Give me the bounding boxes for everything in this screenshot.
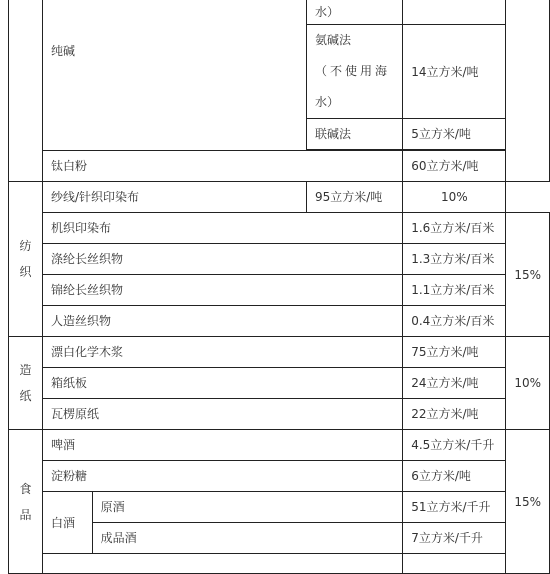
rate-cell-chemical — [506, 0, 550, 182]
product-corrugated: 瓦楞原纸 — [43, 399, 403, 430]
value-base-liquor: 51立方米/千升 — [403, 492, 506, 523]
rate-textile-first: 10% — [403, 182, 506, 213]
table-row — [9, 151, 550, 182]
product-boxboard: 箱纸板 — [43, 368, 403, 399]
table-row — [9, 461, 550, 492]
value-nylon: 1.1立方米/百米 — [403, 275, 506, 306]
value-titanium: 60立方米/吨 — [403, 151, 506, 182]
product-finished-liquor: 成品酒 — [92, 523, 403, 554]
water-quota-table — [8, 0, 550, 574]
table-row — [9, 399, 550, 430]
table-row — [9, 430, 550, 461]
product-base-liquor: 原酒 — [92, 492, 403, 523]
table-row — [9, 368, 550, 399]
rate-paper: 10% — [506, 337, 550, 430]
product-nylon: 锦纶长丝织物 — [43, 275, 403, 306]
product-liquor: 白酒 — [43, 492, 93, 554]
value-beer: 4.5立方米/千升 — [403, 430, 506, 461]
table-row — [9, 306, 550, 337]
value-cell-top — [403, 0, 506, 25]
value-boxboard: 24立方米/吨 — [403, 368, 506, 399]
method-combined: 联碱法 — [306, 119, 402, 150]
product-woven: 机织印染布 — [43, 213, 403, 244]
table-row — [9, 275, 550, 306]
cut-cell — [43, 554, 403, 574]
table-row — [9, 213, 550, 244]
cut-cell — [403, 554, 506, 574]
method-tail: 水） — [306, 0, 402, 25]
table-row — [9, 492, 550, 523]
value-woven: 1.6立方米/百米 — [403, 213, 506, 244]
table-row-cut — [9, 554, 550, 574]
product-soda: 纯碱 — [43, 0, 307, 151]
table-row — [9, 182, 550, 213]
product-rayon: 人造丝织物 — [43, 306, 403, 337]
table-row — [9, 244, 550, 275]
table-row — [9, 337, 550, 368]
rate-textile: 15% — [506, 213, 550, 337]
value-combined: 5立方米/吨 — [403, 119, 506, 150]
category-textile: 纺 织 — [9, 182, 43, 337]
table-row — [9, 0, 550, 25]
product-titanium: 钛白粉 — [43, 151, 403, 182]
value-yarn: 95立方米/吨 — [306, 182, 402, 213]
value-pulp: 75立方米/吨 — [403, 337, 506, 368]
product-polyester: 涤纶长丝织物 — [43, 244, 403, 275]
category-paper: 造 纸 — [9, 337, 43, 430]
value-rayon: 0.4立方米/百米 — [403, 306, 506, 337]
product-pulp: 漂白化学木浆 — [43, 337, 403, 368]
value-starch-sugar: 6立方米/吨 — [403, 461, 506, 492]
value-ammonia: 14立方米/吨 — [403, 25, 506, 119]
product-starch-sugar: 淀粉糖 — [43, 461, 403, 492]
method-ammonia: 氨碱法 （不使用海 水） — [306, 25, 402, 119]
value-polyester: 1.3立方米/百米 — [403, 244, 506, 275]
rate-food: 15% — [506, 430, 550, 574]
category-cell-chemical — [9, 0, 43, 182]
product-yarn: 纱线/针织印染布 — [43, 182, 307, 213]
category-food: 食 品 — [9, 430, 43, 574]
value-corrugated: 22立方米/吨 — [403, 399, 506, 430]
value-finished-liquor: 7立方米/千升 — [403, 523, 506, 554]
product-beer: 啤酒 — [43, 430, 403, 461]
